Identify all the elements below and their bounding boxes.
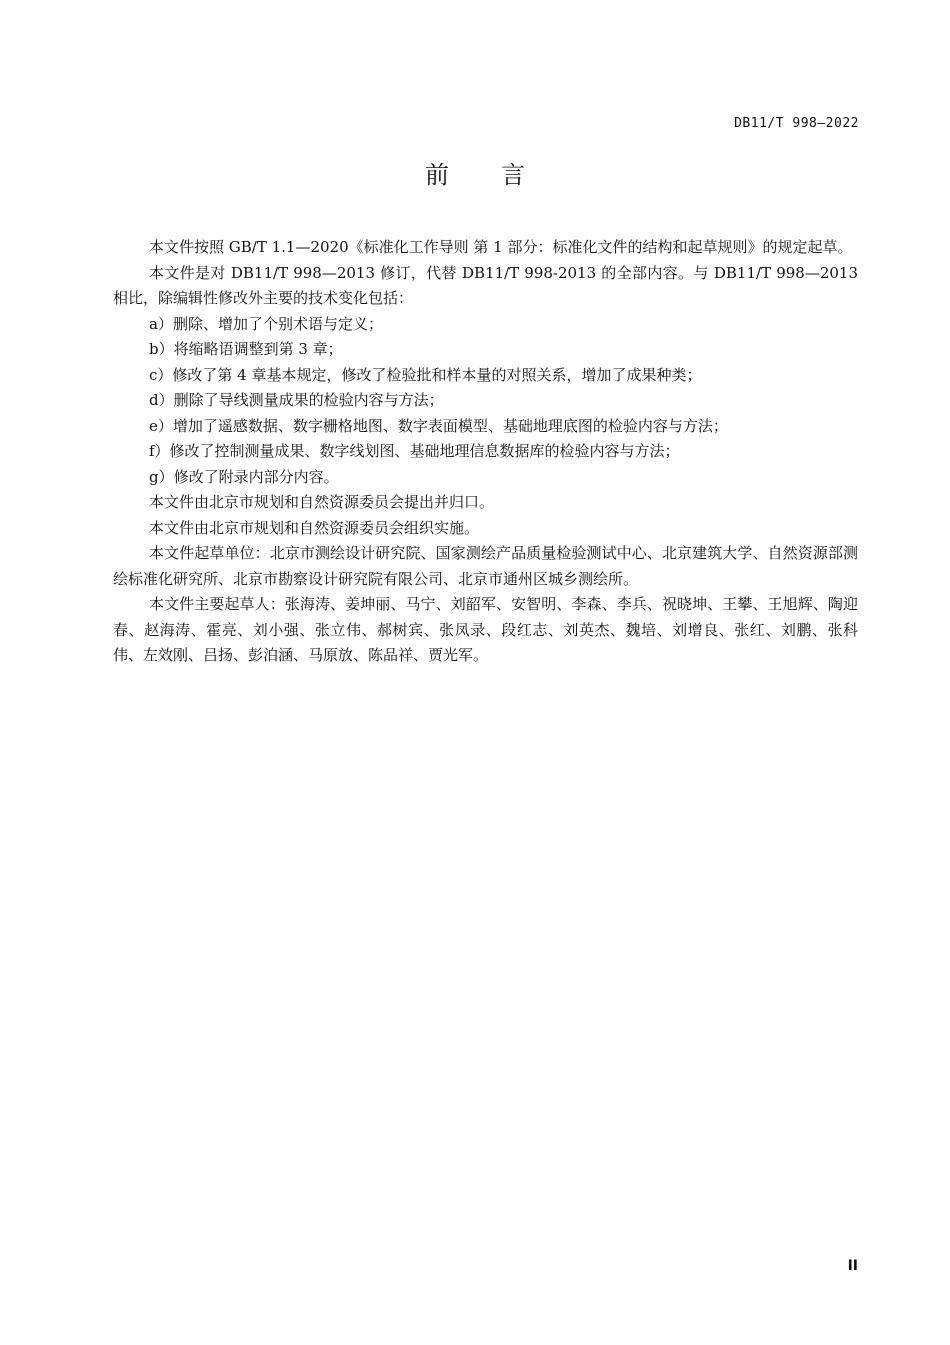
paragraph-drafters: 本文件主要起草人：张海涛、姜坤丽、马宁、刘韶军、安智明、李森、李兵、祝晓坤、王攀、王旭辉、陶迎春、赵海涛、霍亮、刘小强、张立伟、郝树宾、张凤录、段红志、刘英杰、魏培、刘增良、张红、刘鹏、张科伟、左效刚、吕扬、彭泊涵、马原放、陈品祥、贾光军。 — [113, 595, 858, 664]
paragraph-basis: 本文件按照 GB/T 1.1—2020《标准化工作导则 第 1 部分：标准化文件的结构和起草规则》的规定起草。 — [149, 238, 853, 256]
change-item: a）删除、增加了个别术语与定义； — [149, 314, 383, 333]
change-item: e）增加了遥感数据、数字栅格地图、数字表面模型、基础地理底图的检验内容与方法； — [149, 416, 728, 435]
paragraph-proposed: 本文件由北京市规划和自然资源委员会提出并归口。 — [149, 493, 495, 511]
paragraph-revision: 本文件是对 DB11/T 998—2013 修订，代替 DB11/T 998-2013 的全部内容。与 DB11/T 998—2013 相比，除编辑性修改外主要的技术变化包括： — [113, 263, 858, 307]
paragraph-implemented: 本文件由北京市规划和自然资源委员会组织实施。 — [149, 518, 480, 537]
change-item: d）删除了导线测量成果的检验内容与方法； — [149, 391, 444, 409]
change-item: b）将缩略语调整到第 3 章； — [149, 340, 343, 358]
page-title: 前言 — [425, 161, 577, 189]
change-item: c）修改了第 4 章基本规定，修改了检验批和样本量的对照关系，增加了成果种类； — [149, 365, 702, 384]
change-item: g）修改了附录内部分内容。 — [149, 467, 339, 486]
document-body — [113, 235, 858, 669]
change-item: f）修改了控制测量成果、数字线划图、基础地理信息数据库的检验内容与方法； — [149, 442, 680, 460]
document-code: DB11/T 998—2022 — [734, 116, 859, 131]
page-number: II — [847, 1258, 858, 1274]
paragraph-drafting-units: 本文件起草单位：北京市测绘设计研究院、国家测绘产品质量检验测试中心、北京建筑大学、自然资源部测绘标准化研究所、北京市勘察设计研究院有限公司、北京市通州区城乡测绘所。 — [113, 544, 858, 588]
